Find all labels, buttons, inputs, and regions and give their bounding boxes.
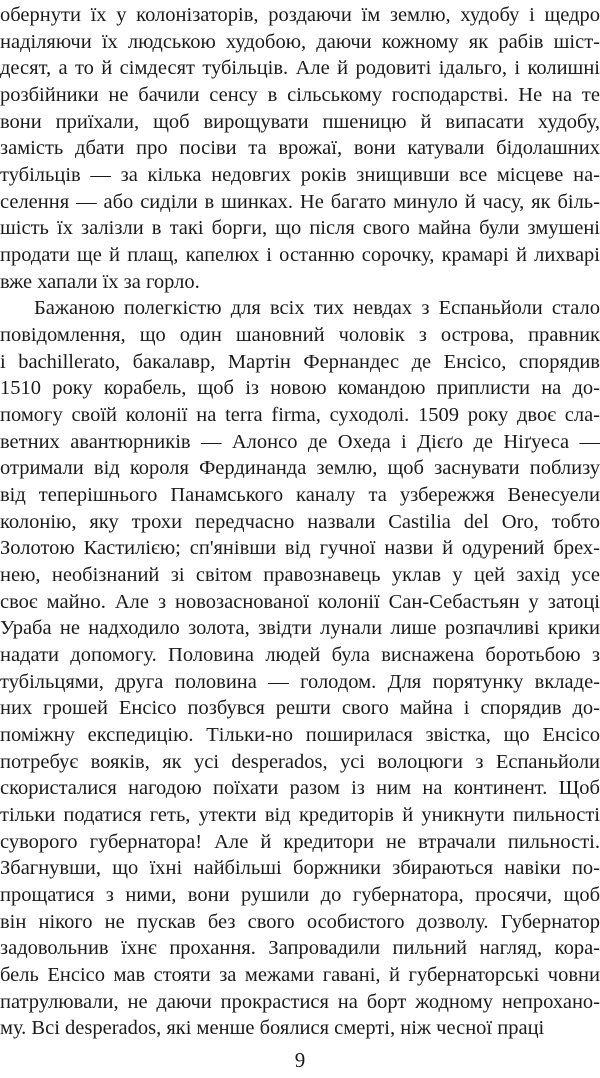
text-line: потребує вояків, як усі desperados, усі волоцюги з Еспаньйоли <box>0 750 600 773</box>
text-line: десят, а то й сімдесят тубільців. Але й родовиті ідальго, і колишні <box>0 57 600 80</box>
text-line: задовольнив їхнє прохання. Запровадили пильний нагляд, кора- <box>0 937 600 960</box>
text-line: вони приїхали, щоб вирощувати пшеницю й випасати худобу, <box>0 110 600 133</box>
text-line: надати допомогу. Половина людей була виснажена боротьбою з <box>0 644 600 666</box>
text-line: тільки податися геть, утекти від кредиторів й уникнути пильності <box>0 804 600 826</box>
text-line: помогу своїй колонії на terra firma, суходолі. 1509 року двоє сла- <box>0 404 600 426</box>
text-line: шість їх залізли в такі борги, що після свого майна були змушені <box>0 217 600 240</box>
text-line: він нікого не пускав без свого особистого дозволу. Губернатор <box>0 910 600 933</box>
text-line: наділяючи їх людською худобою, даючи кожному як рабів шіст- <box>0 30 600 53</box>
text-line: нею, необізнаний зі світом правознавець уклав у цей захід усе <box>0 564 600 586</box>
text-line: Золотою Кастилією; сп'янівши від гучної назви й одурений брех- <box>0 537 600 560</box>
text-line: поміжну експедицію. Тільки-но поширилася звістка, що Енсісо <box>0 724 600 746</box>
text-line: тубільцями, друга половина — голодом. Для порятунку вкладе- <box>0 670 600 693</box>
text-line: Ураба не надходило золота, звідти лунали лише розпачливі крики <box>0 617 600 640</box>
text-line: бель Енсісо мав стояти за межами гавані, й губернаторські човни <box>0 964 600 986</box>
paragraph-start-line: Бажаною полегкістю для всіх тих невдах з Еспаньйоли стало <box>34 297 600 320</box>
text-line: прощатися з ними, вони рушили до губернатора, просячи, щоб <box>0 884 600 906</box>
text-line: му. Всі desperados, які менше боялися смерті, ніж чесної праці <box>0 1017 545 1040</box>
text-line: колонію, яку трохи передчасно назвали Castilia del Oro, тобто <box>0 510 600 533</box>
text-line: суворого губернатора! Але й кредитори не втрачали пильності. <box>0 830 600 853</box>
text-line: них грошей Енсісо позбувся решти свого майна і спорядив до- <box>0 697 600 720</box>
text-line: 1510 року корабель, щоб із новою командою приплисти на до- <box>0 377 600 400</box>
text-line: ветних авантюрників — Алонсо де Охеда і Дієґо де Ніґуеса — <box>0 430 600 453</box>
text-line: від теперішнього Панамського каналу та узбережжя Венесуели <box>0 484 600 506</box>
text-line: розбійники не бачили сенсу в сільському господарстві. Не на те <box>0 84 600 106</box>
text-line: тубільців — за кілька недовгих років знищивши все місцеве на- <box>0 164 600 186</box>
text-line: своє майно. Але з новозаснованої колонії Сан-Себастьян у затоці <box>0 590 600 613</box>
text-line: продати ще й плащ, капелюх і останню сорочку, крамарі й лихварі <box>0 244 600 266</box>
text-line: Збагнувши, що їхні найбільші боржники збираються навіки по- <box>0 857 600 880</box>
text-line: патрулювали, не даючи прокрастися на борт жодному непрохано- <box>0 990 600 1013</box>
text-line: вже хапали їх за горло. <box>0 270 200 293</box>
text-line: і bachillerato, бакалавр, Мартін Фернандес де Енсісо, спорядив <box>0 350 600 373</box>
page-number: 9 <box>294 1048 306 1072</box>
text-line: замість дбати про посіви та врожаї, вони катували бідолашних <box>0 137 600 160</box>
text-line: обернути їх у колонізаторів, роздаючи їм землю, худобу і щедро <box>0 4 600 26</box>
text-line: скористалися нагодою поїхати разом із ним на континент. Щоб <box>0 777 600 800</box>
text-line: селення — або сиділи в шинках. Не багато минуло й часу, як біль- <box>0 190 600 213</box>
text-line: отримали від короля Фердинанда землю, щоб заснувати поблизу <box>0 457 600 480</box>
text-line: повідомлення, що один шановний чоловік з острова, правник <box>0 324 600 346</box>
